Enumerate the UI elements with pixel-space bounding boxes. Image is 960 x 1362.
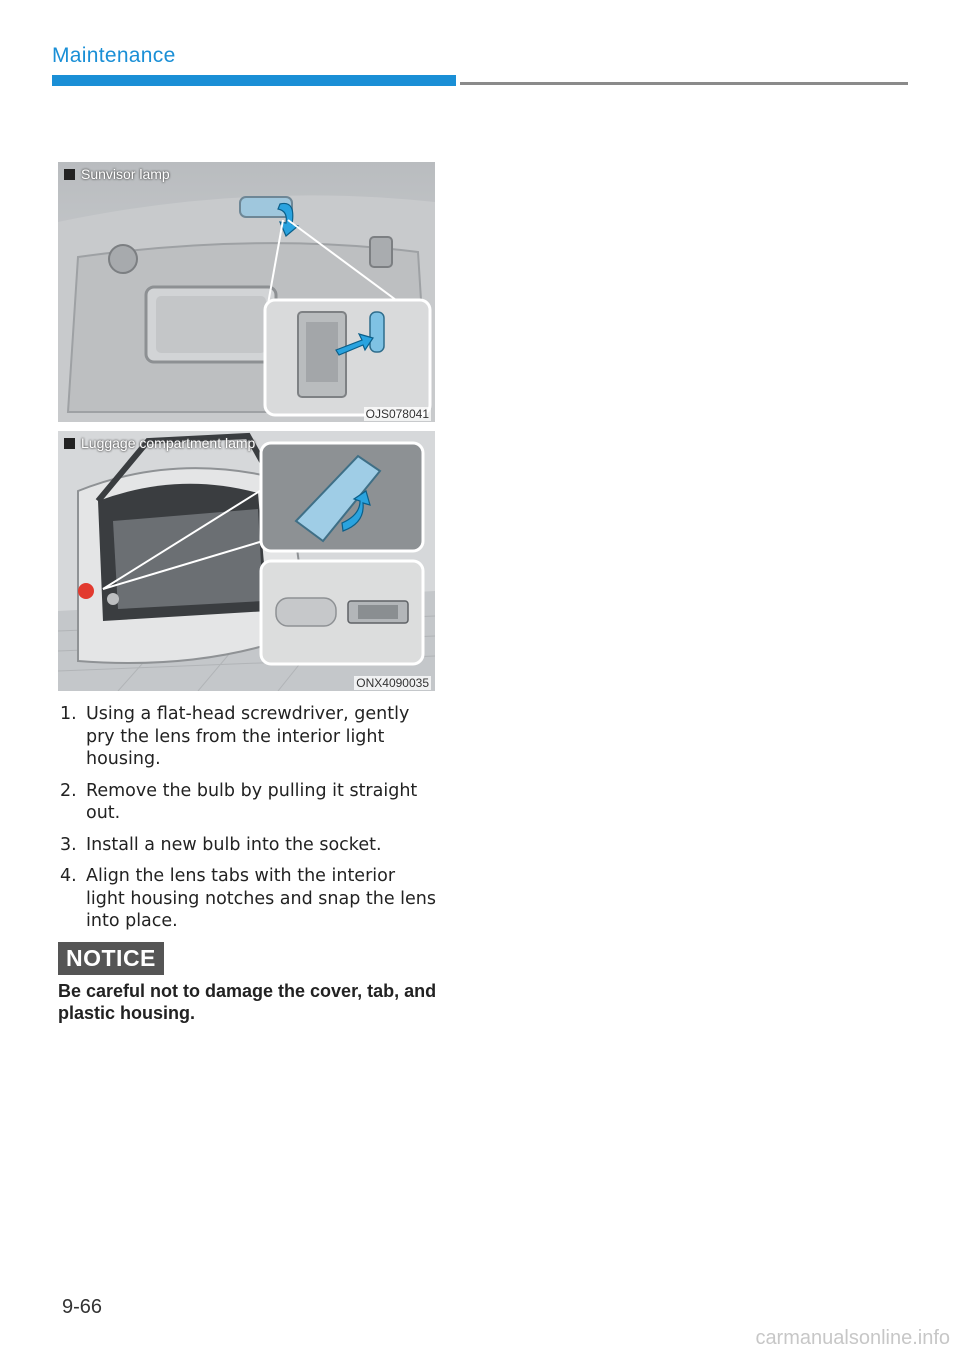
step-item (60, 780, 438, 825)
sunvisor-illustration (58, 162, 435, 422)
figure-caption-text: Luggage compartment lamp (81, 435, 256, 451)
luggage-illustration (58, 431, 435, 691)
square-bullet-icon (64, 438, 75, 449)
step-item (60, 865, 438, 933)
step-text: Using a flat-head screwdriver, gently pry the lens from the interior light housing. (86, 704, 410, 769)
header-rule-blue (52, 75, 456, 86)
step-text: Align the lens tabs with the interior light housing notches and snap the lens into place. (86, 866, 437, 931)
square-bullet-icon (64, 169, 75, 180)
section-title: Maintenance (52, 44, 176, 67)
step-item (60, 703, 438, 771)
step-number: 4. (60, 866, 77, 886)
watermark: carmanualsonline.info (755, 1327, 950, 1349)
step-item (60, 834, 438, 857)
header-rule-gray (460, 82, 908, 85)
figure-sunvisor-lamp (58, 162, 435, 422)
figure-code: ONX4090035 (356, 676, 429, 690)
page-number: 9-66 (62, 1296, 103, 1318)
step-number: 2. (60, 780, 77, 801)
figure-luggage-lamp (58, 431, 435, 691)
figure-caption (64, 166, 170, 182)
step-text: Remove the bulb by pulling it straight out. (86, 780, 418, 823)
step-number: 1. (60, 704, 77, 724)
notice-label: NOTICE (58, 942, 164, 975)
step-text: Install a new bulb into the socket. (86, 834, 382, 855)
figure-code: OJS078041 (365, 407, 429, 421)
figure-caption-text: Sunvisor lamp (81, 166, 170, 182)
step-number: 3. (60, 834, 77, 855)
notice-text: Be careful not to damage the cover, tab, and plastic housing. (58, 981, 437, 1023)
figure-caption (64, 435, 255, 451)
instruction-steps (60, 703, 438, 942)
